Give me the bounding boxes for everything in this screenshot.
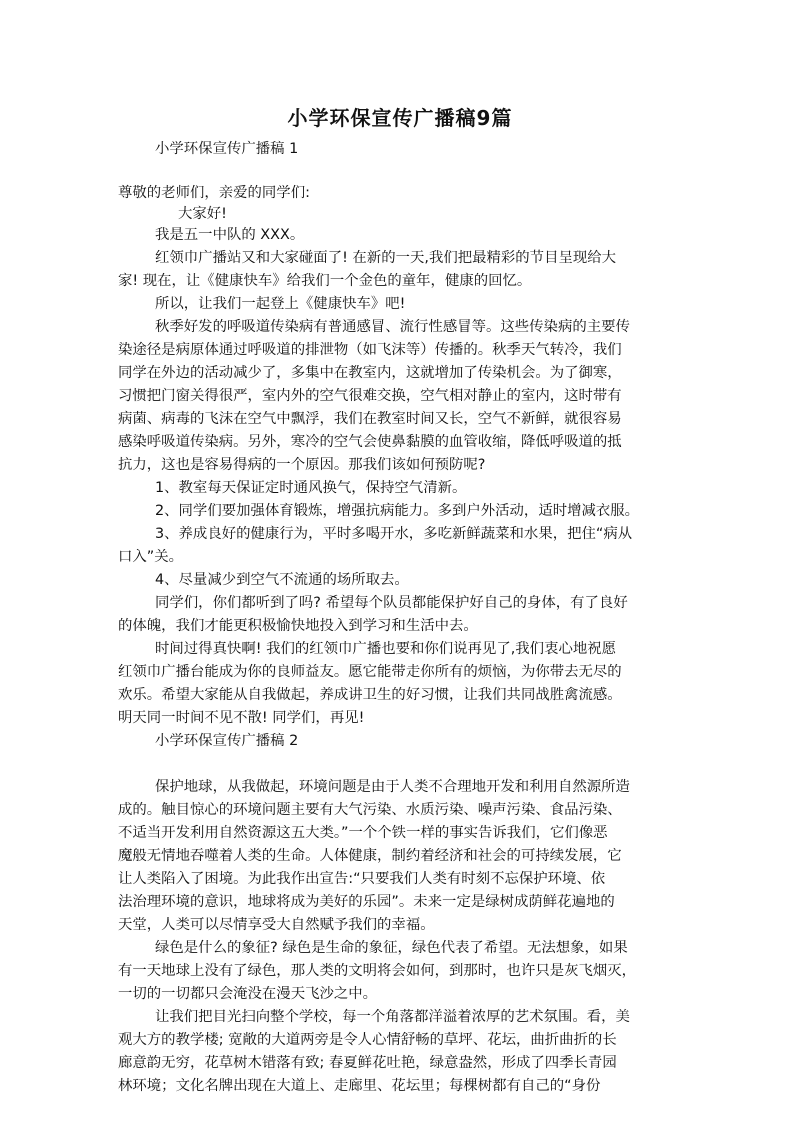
section-heading: 小学环保宣传广播稿 2	[155, 733, 299, 749]
list-item: 4、尽量减少到空气不流通的场所取去。	[155, 572, 409, 588]
salutation: 尊敬的老师们，亲爱的同学们:	[118, 185, 310, 201]
paragraph-line: 同学在外边的活动减少了，多集中在教室内，这就增加了传染机会。为了御寒，	[118, 365, 622, 381]
list-item: 3、养成良好的健康行为，平时多喝开水，多吃新鲜蔬菜和水果，把住“病从	[155, 526, 633, 542]
paragraph-line: 不适当开发利用自然资源这五大类。”一个个铁一样的事实告诉我们，它们像恶	[118, 825, 608, 841]
paragraph-line: 染途径是病原体通过呼吸道的排泄物（如飞沫等）传播的。秋季天气转冷，我们	[118, 342, 622, 358]
list-item-continuation: 口入”关。	[118, 549, 184, 565]
paragraph-line: 让人类陷入了困境。为此我作出宣告:“只要我们人类有时刻不忘保护环境、依	[118, 871, 606, 887]
paragraph-line: 欢乐。希望大家能从自我做起，养成讲卫生的好习惯，让我们共同战胜禽流感。	[118, 687, 622, 703]
paragraph-line: 抗力，这也是容易得病的一个原因。那我们该如何预防呢?	[118, 457, 486, 473]
paragraph-line: 让我们把目光扫向整个学校，每一个角落都洋溢着浓厚的艺术氛围。看，美	[155, 1009, 630, 1025]
paragraph-line: 林环境；文化名牌出现在大道上、走廊里、花坛里；每棵树都有自己的“身份	[118, 1078, 601, 1094]
paragraph-line: 感染呼吸道传染病。另外，寒冷的空气会使鼻黏膜的血管收缩，降低呼吸道的抵	[118, 434, 622, 450]
paragraph-line: 成的。触目惊心的环境问题主要有大气污染、水质污染、噪声污染、食品污染、	[118, 802, 622, 818]
paragraph-line: 保护地球，从我做起，环境问题是由于人类不合理地开发和利用自然源所造	[155, 779, 630, 795]
paragraph-line: 有一天地球上没有了绿色，那人类的文明将会如何，到那时，也许只是灰飞烟灭，	[118, 963, 637, 979]
paragraph-line: 的体魄，我们才能更积极愉快地投入到学习和生活中去。	[118, 618, 478, 634]
paragraph-line: 观大方的教学楼; 宽敞的大道两旁是令人心情舒畅的草坪、花坛，曲折曲折的长	[118, 1032, 617, 1048]
paragraph-line: 天堂，人类可以尽情享受大自然赋予我们的幸福。	[118, 917, 435, 933]
list-item: 1、教室每天保证定时通风换气，保持空气清新。	[155, 480, 467, 496]
paragraph-line: 绿色是什么的象征? 绿色是生命的象征，绿色代表了希望。无法想象，如果	[155, 940, 628, 956]
paragraph-line: 所以，让我们一起登上《健康快车》吧!	[155, 296, 406, 312]
paragraph-line: 我是五一中队的 XXX。	[155, 227, 305, 243]
paragraph-line: 廊意韵无穷，花草树木错落有致; 春夏鲜花吐艳，绿意盎然，形成了四季长青园	[118, 1055, 617, 1071]
paragraph-line: 习惯把门窗关得很严，室内外的空气很难交换，空气相对静止的室内，这时带有	[118, 388, 622, 404]
paragraph-line: 红领巾广播站又和大家碰面了! 在新的一天,我们把最精彩的节目呈现给大	[155, 250, 617, 266]
paragraph-line: 魔般无情地吞噬着人类的生命。人体健康，制约着经济和社会的可持续发展，它	[118, 848, 622, 864]
paragraph-line: 同学们，你们都听到了吗? 希望每个队员都能保护好自己的身体，有了良好	[155, 595, 628, 611]
greeting: 大家好!	[178, 206, 227, 222]
document-title: 小学环保宣传广播稿9篇	[287, 106, 513, 130]
paragraph-line: 红领巾广播台能成为你的良师益友。愿它能带走你所有的烦恼，为你带去无尽的	[118, 664, 622, 680]
paragraph-line: 秋季好发的呼吸道传染病有普通感冒、流行性感冒等。这些传染病的主要传	[155, 319, 630, 335]
paragraph-line: 明天同一时间不见不散! 同学们，再见!	[118, 710, 365, 726]
section-heading: 小学环保宣传广播稿 1	[155, 141, 299, 157]
paragraph-line: 法治理环境的意识，地球将成为美好的乐园”。未来一定是绿树成荫鲜花遍地的	[118, 894, 615, 910]
paragraph-line: 一切的一切都只会淹没在漫天飞沙之中。	[118, 986, 378, 1002]
paragraph-line: 病菌、病毒的飞沫在空气中飘浮，我们在教室时间又长，空气不新鲜，就很容易	[118, 411, 622, 427]
paragraph-line: 时间过得真快啊! 我们的红领巾广播也要和你们说再见了,我们衷心地祝愿	[155, 641, 617, 657]
list-item: 2、同学们要加强体育锻炼，增强抗病能力。多到户外活动，适时增减衣服。	[155, 503, 640, 519]
paragraph-line: 家! 现在，让《健康快车》给我们一个金色的童年，健康的回忆。	[118, 273, 532, 289]
